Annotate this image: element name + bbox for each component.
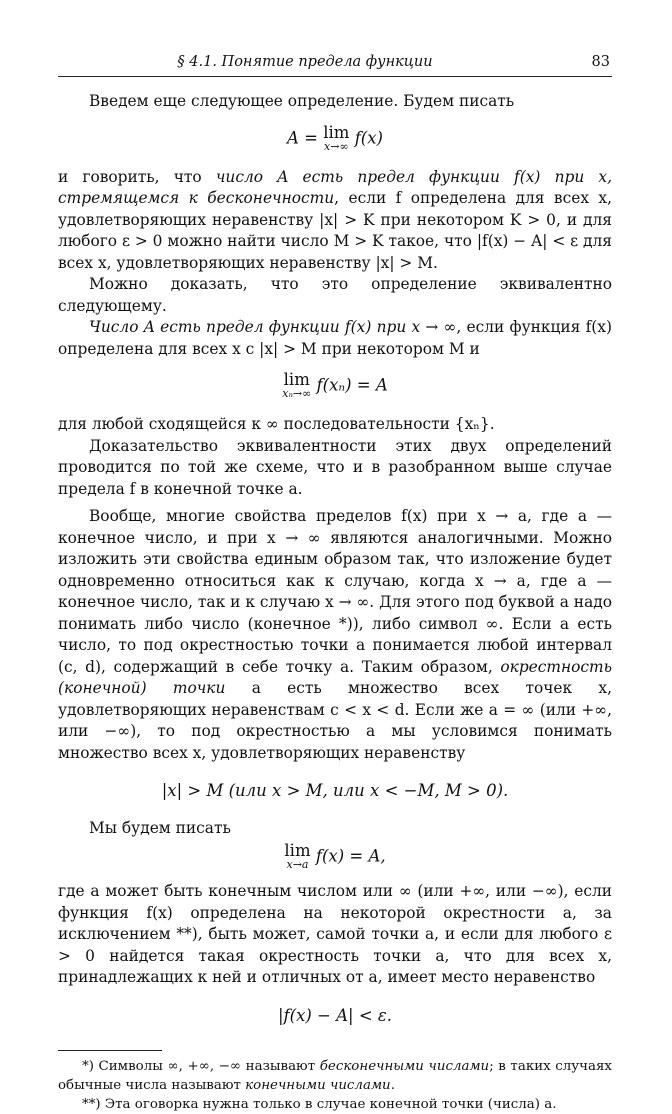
f1-text-c: . (390, 1078, 395, 1093)
f1-text-b: ; в таких случаях обычные числа называют (58, 1059, 612, 1093)
p2-definition: число A есть предел функции f(x) при x, стремящемся к бесконечности (58, 167, 612, 207)
p2-text-b: , если f определена для всех x, удовлетворяющих неравенству |x| > K при некотором K > 0, и для любого ε > 0 можно найти число M > K такое, что |f(x) − A| < ε для всех x, удовлетворяющих неравенству |x| > M. (58, 189, 612, 272)
eq2-lim (282, 372, 311, 400)
p4-text-b: , если функция f(x) определена для всех x с |x| > M при некотором M и (58, 318, 612, 358)
running-title: § 4.1. Понятие предела функции (177, 54, 433, 70)
eq4-sub: x→a (286, 858, 309, 871)
p7-text-a: Вообще, многие свойства пределов f(x) при x → a, где a — конечное число, и при x → ∞ являются аналогичными. Можно изложить эти свойства единым образом так, что изложение будет одновременно относиться как к случаю, когда x → a, где a — конечное число, так и к случаю x → ∞. Для этого под буквой a надо понимать либо число (конечное *)), либо символ ∞. Если a есть число, то под окрестностью точки a понимается любой интервал (c, d), содержащий в себе точку a. Таким образом, (58, 507, 612, 676)
eq1-lhs: A = (287, 128, 318, 147)
paragraph-3: Можно доказать, что это определение эквивалентно следующему. (58, 275, 612, 315)
equation-epsilon: |f(x) − A| < ε. (277, 1005, 393, 1025)
page-header (58, 48, 612, 77)
eq4-rhs: f(x) = A, (315, 846, 386, 866)
equation-sequence-limit (58, 372, 612, 400)
paragraph-2 (58, 167, 612, 275)
footnote-1 (58, 1057, 612, 1095)
paragraph-4 (58, 317, 612, 360)
p4-definition: Число A есть предел функции f(x) при x → ∞ (89, 318, 457, 336)
eq2-op: lim (283, 370, 310, 389)
paragraph-8: Мы будем писать (89, 818, 231, 837)
footnote-2: **) Эта оговорка нужна только в случае конечной точки (числа) a. (82, 1097, 557, 1112)
paragraph-7 (58, 506, 612, 764)
paragraph-9: где a может быть конечным числом или ∞ (или +∞, или −∞), если функция f(x) определена на некоторой окрестности a, за исключением **), быть может, самой точки a, и если для любого ε > 0 найдется такая окрестность точки a, что для всех x, принадлежащих к ней и отличных от a, имеет место неравенство (58, 882, 612, 986)
eq4-lim (284, 843, 310, 871)
f1-infinite-numbers: бесконечными числами (319, 1059, 490, 1074)
eq1-lim (323, 122, 350, 153)
p7-text-b: a есть множество всех точек x, удовлетворяющих неравенствам c < x < d. Если же a = ∞ (или +∞, или −∞), то под окрестностью a мы условимся понимать множество всех x, удовлетворяющих неравенству (58, 679, 613, 762)
page (58, 48, 612, 1114)
equation-limit-infinity (58, 122, 612, 153)
f1-text-a: *) Символы ∞, +∞, −∞ называют (82, 1059, 320, 1074)
paragraph-5: для любой сходящейся к ∞ последовательности {xₙ}. (58, 415, 495, 433)
eq1-sub: x→∞ (324, 139, 349, 153)
f1-finite-numbers: конечными числами (245, 1078, 391, 1093)
paragraph-6: Доказательство эквивалентности этих двух определений проводится по той же схеме, что и в разобранном выше случае предела f в конечной точке a. (58, 436, 612, 498)
footnotes (58, 1057, 612, 1114)
equation-neighborhood-infinity: |x| > M (или x > M, или x < −M, M > 0). (161, 781, 509, 800)
eq4-op: lim (284, 841, 311, 860)
eq1-rhs: f(x) (354, 128, 383, 147)
footnote-rule (58, 1050, 162, 1051)
page-body (58, 91, 612, 1026)
page-number: 83 (591, 54, 610, 70)
p7-neighborhood: окрестность (конечной) точки (58, 657, 612, 697)
p2-text-a: и говорить, что (58, 167, 216, 186)
paragraph-1: Введем еще следующее определение. Будем писать (89, 92, 515, 110)
eq1-op: lim (323, 122, 350, 142)
equation-limit-a (58, 843, 612, 871)
eq2-sub: xₙ→∞ (282, 387, 312, 400)
eq2-rhs: f(xₙ) = A (316, 375, 388, 395)
